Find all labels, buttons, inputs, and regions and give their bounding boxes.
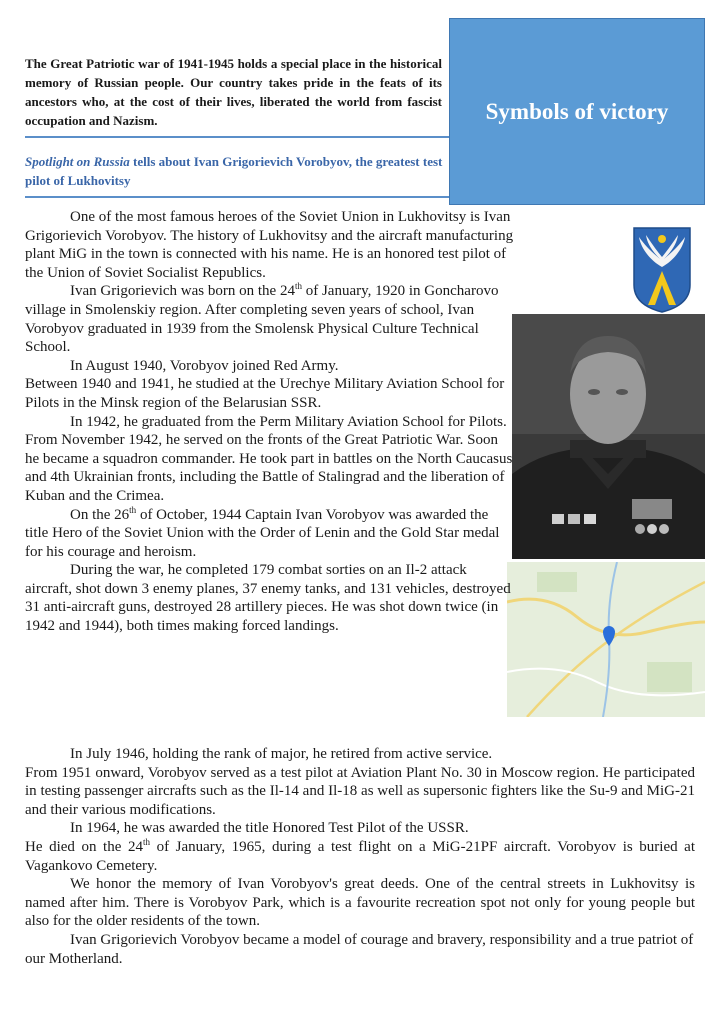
paragraph-2 (25, 282, 515, 356)
paragraph-6-b: of October, 1944 Captain Ivan Vorobyov was awarded the title Hero of the Soviet Union with the Order of Lenin and the Gold Star medal for his courage and heroism. (25, 506, 500, 560)
paragraph-10: In 1964, he was awarded the title Honored Test Pilot of the USSR. (70, 820, 469, 837)
paragraph-13: Ivan Grigorievich Vorobyov became a model of courage and bravery, responsibility and a true patriot of our Motherland. (25, 931, 694, 967)
paragraph-9: From 1951 onward, Vorobyov served as a test pilot at Aviation Plant No. 30 in Moscow region. He participated in testing passenger aircrafts such as the Il-14 and Il-18 as well as supersonic fighters like the Su-9 and MiG-21 and their various modifications. (25, 764, 695, 818)
paragraph-6-a: On the 26 (70, 506, 130, 523)
intro-text: The Great Patriotic war of 1941-1945 holds a special place in the historical memory of Russian people. Our country takes pride in the feats of its ancestors who, at the cost of their lives, liberated the world from fascist occupation and Nazism. (25, 56, 442, 128)
paragraph-6 (25, 506, 515, 562)
paragraph-11-a: He died on the 24 (25, 838, 143, 855)
spotlight-rest: tells about Ivan Grigorievich Vorobyov, the greatest test pilot of Lukhovitsy (25, 154, 443, 188)
paragraph-2-a: Ivan Grigorievich was born on the 24 (70, 283, 295, 300)
paragraph-6-sup: th (129, 504, 137, 515)
banner (449, 18, 705, 205)
paragraph-2-b: of January, 1920 in Goncharovo village in Smolenskiy region. After completing seven years of school, Ivan Vorobyov graduated in 1939 from the Smolensk Physical Culture Technical School. (25, 283, 499, 356)
paragraph-12: We honor the memory of Ivan Vorobyov's great deeds. One of the central streets in Lukhovitsy is named after him. There is Vorobyov Park, which is a favourite recreation spot not only for young people but also for the older residents of the town. (25, 876, 695, 930)
divider-bottom (25, 196, 449, 198)
paragraph-4: Between 1940 and 1941, he studied at the Urechye Military Aviation School for Pilots in the Minsk region of the Belarusian SSR. (25, 376, 505, 411)
paragraph-11-b: of January, 1965, during a test flight on a MiG-21PF aircraft. Vorobyov is buried at Vagankovo Cemetery. (25, 838, 696, 874)
article-body-bottom (25, 745, 695, 968)
coat-of-arms-icon (633, 227, 691, 313)
paragraph-7: During the war, he completed 179 combat sorties on an Il-2 attack aircraft, shot down 3 enemy planes, 37 enemy tanks, and 131 vehicles, destroyed 31 anti-aircraft guns, destroyed 28 artillery pieces. He was shot down twice (in 1942 and 1944), both times making forced landings. (25, 562, 511, 635)
paragraph-5: In 1942, he graduated from the Perm Military Aviation School for Pilots. From November 1942, he served on the fronts of the Great Patriotic War. Soon he became a squadron commander. He took part in battles on the North Caucasus and 4th Ukrainian fronts, including the Battle of Stalingrad and the liberation of Kuban and the Crimea. (25, 413, 513, 504)
paragraph-3: In August 1940, Vorobyov joined Red Army. (70, 357, 339, 374)
portrait-photo (512, 314, 705, 559)
location-map (507, 562, 705, 717)
paragraph-2-sup: th (294, 281, 302, 292)
paragraph-1: One of the most famous heroes of the Soviet Union in Lukhovitsy is Ivan Grigorievich Vorobyov. The history of Lukhovitsy and the aircraft manufacturing plant MiG in the town is connected with his name. He is an honored test pilot of the Union of Soviet Socialist Republics. (25, 209, 514, 281)
spotlight-text (25, 152, 445, 190)
divider-top (25, 136, 449, 138)
paragraph-8: In July 1946, holding the rank of major, he retired from active service. (70, 746, 493, 762)
paragraph-11-sup: th (142, 836, 150, 847)
paragraph-11 (25, 838, 695, 875)
article-body-top (25, 208, 515, 636)
spotlight-title: Spotlight on Russia (25, 154, 130, 169)
banner-title: Symbols of victory (485, 98, 669, 124)
